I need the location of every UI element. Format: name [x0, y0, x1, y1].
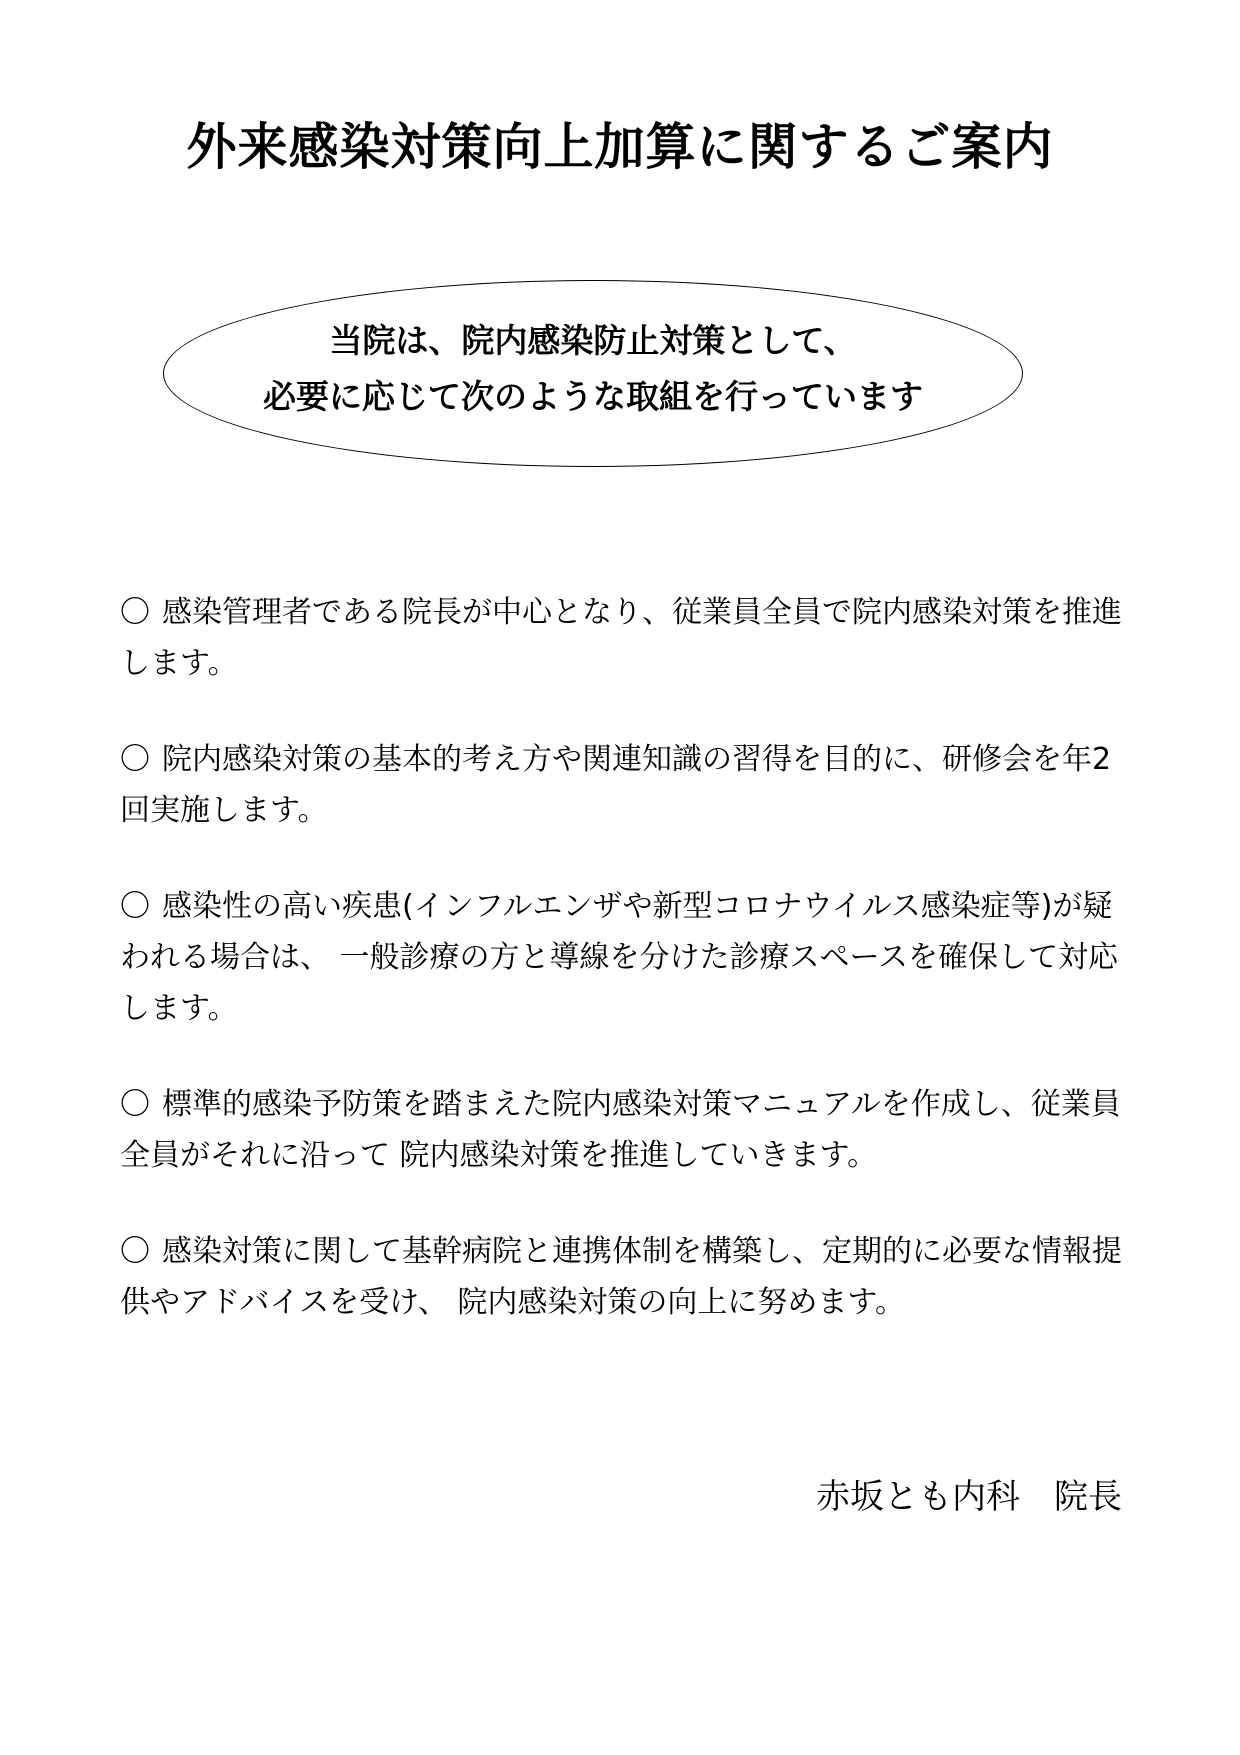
circle-bullet-icon: 〇: [120, 1087, 150, 1122]
list-item-text: 感染管理者である院長が中心となり、従業員全員で院内感染対策を推進します。: [120, 595, 1122, 681]
list-item: [120, 881, 1130, 1034]
circle-bullet-icon: 〇: [120, 742, 150, 777]
list-item: [120, 1079, 1130, 1181]
signature: 赤坂とも内科 院長: [816, 1477, 1122, 1517]
banner-text: [163, 313, 1023, 425]
list-item: [120, 587, 1130, 689]
list-item: [120, 734, 1130, 836]
circle-bullet-icon: 〇: [120, 595, 150, 630]
list-item-text: 感染対策に関して基幹病院と連携体制を構築し、定期的に必要な情報提供やアドバイスを受け、 院内感染対策の向上に努めます。: [120, 1234, 1122, 1320]
list-item-text: 標準的感染予防策を踏まえた院内感染対策マニュアルを作成し、従業員全員がそれに沿って 院内感染対策を推進していきます。: [120, 1087, 1121, 1173]
banner-line-1: 当院は、院内感染防止対策として、: [329, 321, 857, 360]
list-item-text: 院内感染対策の基本的考え方や関連知識の習得を目的に、研修会を年2回実施します。: [120, 742, 1112, 828]
circle-bullet-icon: 〇: [120, 1234, 150, 1269]
list-item-text: 感染性の高い疾患(インフルエンザや新型コロナウイルス感染症等)が疑われる場合は、 一般診療の方と導線を分けた診療スペースを確保して対応します。: [120, 889, 1119, 1026]
page-title: 外来感染対策向上加算に関するご案内: [186, 118, 1054, 176]
circle-bullet-icon: 〇: [120, 889, 150, 924]
list-item: [120, 1226, 1130, 1328]
banner-line-2: 必要に応じて次のような取組を行っています: [263, 377, 923, 416]
measures-list: [120, 587, 1130, 1373]
